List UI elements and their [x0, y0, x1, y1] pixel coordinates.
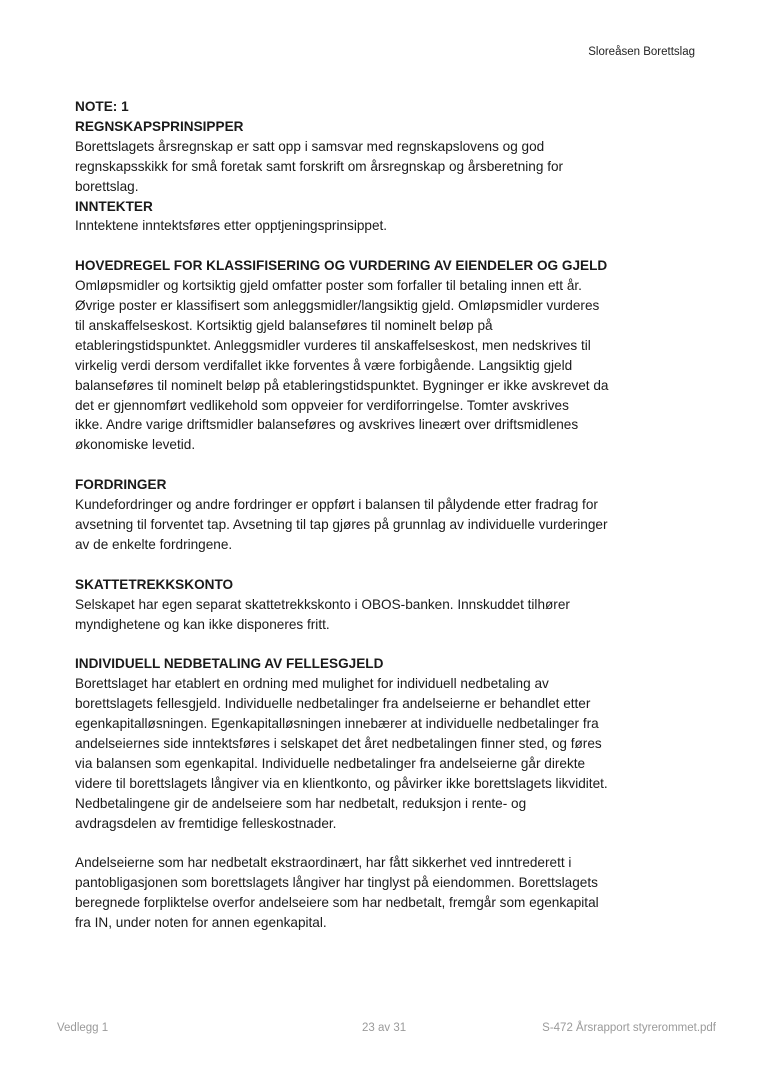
section-title-skattetrekkskonto: SKATTETREKKSKONTO [75, 576, 234, 592]
header-org-name: Sloreåsen Borettslag [588, 46, 695, 58]
body-line: Øvrige poster er klassifisert som anleggsmidler/langsiktig gjeld. Omløpsmidler vurderes [75, 298, 600, 314]
body-line: balanseføres til nominelt beløp på etableringstidspunktet. Bygninger er ikke avskrevet da [75, 377, 609, 393]
section-title-fordringer: FORDRINGER [75, 477, 167, 493]
body-line: virkelig verdi dersom verdifallet ikke forventes å være forbigående. Langsiktig gjeld [75, 357, 573, 373]
body-line: Andelseierne som har nedbetalt ekstraordinært, har fått sikkerhet ved inntrederett i [75, 855, 572, 871]
body-line: økonomiske levetid. [75, 437, 196, 453]
body-line: andelseiernes side inntektsføres i selskapet det året nedbetalingen finner sted, og føres [75, 735, 602, 751]
footer-page-number: 23 av 31 [362, 1022, 407, 1034]
body-line: egenkapitalløsningen. Egenkapitalløsningen innebærer at individuelle nedbetalinger fra [75, 716, 599, 732]
body-line: myndighetene og kan ikke disponeres fritt. [75, 616, 330, 632]
body-line: ikke. Andre varige driftsmidler balanseføres og avskrives lineært over driftsmidlenes [75, 417, 579, 433]
body-line: videre til borettslagets långiver via en klientkonto, og påvirker ikke borettslagets likviditet. [75, 775, 608, 791]
paragraph-gap [75, 555, 640, 575]
note-label: NOTE: 1 [75, 99, 129, 114]
section-title-regnskapsprinsipper: REGNSKAPSPRINSIPPER [75, 118, 244, 134]
body-line: Selskapet har egen separat skattetrekkskonto i OBOS-banken. Innskuddet tilhører [75, 596, 570, 612]
body-line: Borettslagets årsregnskap er satt opp i samsvar med regnskapslovens og god [75, 138, 545, 154]
note-content [75, 97, 640, 933]
body-line: via balansen som egenkapital. Individuelle nedbetalinger fra andelseierne går direkte [75, 755, 586, 771]
body-line: etableringstidspunktet. Anleggsmidler vurderes til anskaffelseskost, men nedskrives til [75, 337, 591, 353]
body-line: pantobligasjonen som borettslagets långiver har tinglyst på eiendommen. Borettslagets [75, 875, 598, 891]
body-line: Omløpsmidler og kortsiktig gjeld omfatter poster som forfaller til betaling innen ett år. [75, 278, 582, 294]
body-line: regnskapsskikk for små foretak samt forskrift om årsregnskap og årsberetning for [75, 158, 564, 174]
body-line: Borettslaget har etablert en ordning med mulighet for individuell nedbetaling av [75, 676, 549, 692]
body-line: Inntektene inntektsføres etter opptjeningsprinsippet. [75, 218, 388, 234]
body-line: til anskaffelseskost. Kortsiktig gjeld balanseføres til nominelt beløp på [75, 317, 493, 333]
body-line: avdragsdelen av fremtidige felleskostnader. [75, 815, 337, 831]
body-line: borettslagets fellesgjeld. Individuelle nedbetalinger fra andelseierne er behandlet etter [75, 696, 591, 712]
section-title-inntekter: INNTEKTER [75, 198, 153, 214]
paragraph-gap [75, 833, 640, 853]
section-title-individuell-nedbetaling: INDIVIDUELL NEDBETALING AV FELLESGJELD [75, 656, 384, 672]
body-line: Kundefordringer og andre fordringer er oppført i balansen til pålydende etter fradrag for [75, 497, 598, 513]
body-line: av de enkelte fordringene. [75, 536, 233, 552]
body-line: beregnede forpliktelse overfor andelseiere som har nedbetalt, fremgår som egenkapital [75, 895, 599, 911]
footer-filename: S-472 Årsrapport styrerommet.pdf [542, 1022, 716, 1034]
body-line: fra IN, under noten for annen egenkapital. [75, 915, 327, 931]
body-line: borettslag. [75, 178, 139, 194]
section-title-hovedregel: HOVEDREGEL FOR KLASSIFISERING OG VURDERING AV EIENDELER OG GJELD [75, 258, 608, 274]
paragraph-gap [75, 236, 640, 256]
body-line: det er gjennomført vedlikehold som oppveier for verdiforringelse. Tomter avskrives [75, 397, 569, 413]
footer-attachment-label: Vedlegg 1 [57, 1022, 109, 1034]
paragraph-gap [75, 634, 640, 654]
body-line: avsetning til forventet tap. Avsetning til tap gjøres på grunnlag av individuelle vurderinger [75, 517, 608, 532]
body-line: Nedbetalingene gir de andelseiere som har nedbetalt, reduksjon i rente- og [75, 795, 527, 811]
paragraph-gap [75, 455, 640, 475]
